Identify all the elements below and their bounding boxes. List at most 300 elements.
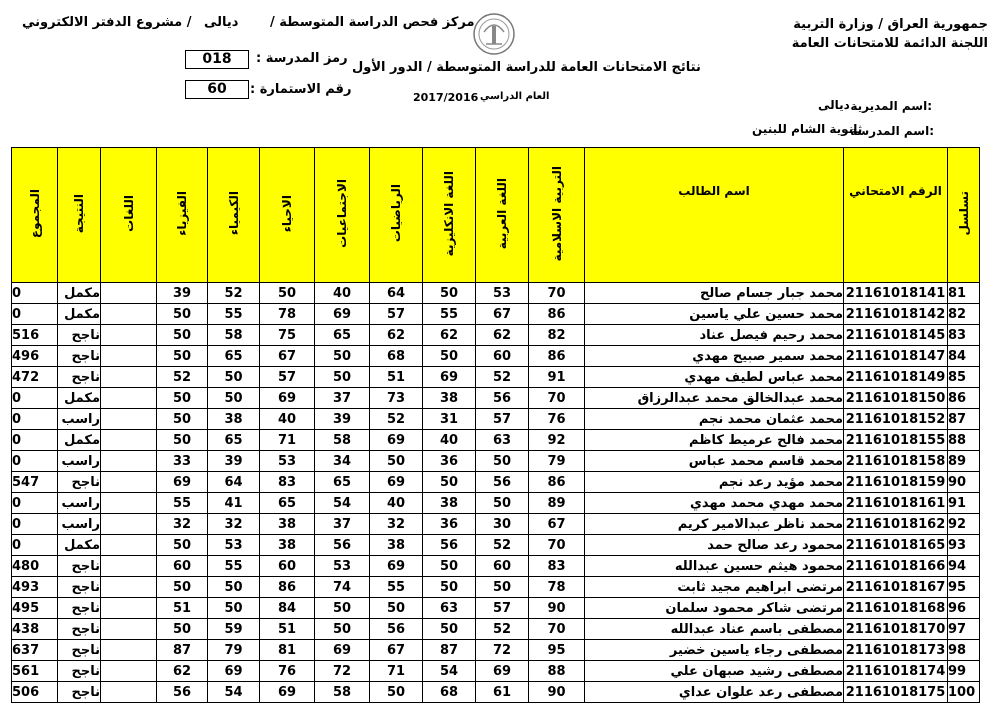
- cell-islamic: 90: [529, 682, 585, 703]
- cell-arabic: 62: [476, 325, 529, 346]
- cell-english: 50: [423, 346, 476, 367]
- cell-result: ناجح: [58, 619, 101, 640]
- cell-arabic: 57: [476, 409, 529, 430]
- cell-languages: [101, 367, 157, 388]
- cell-social: 53: [315, 556, 370, 577]
- table-row: [12, 283, 980, 304]
- cell-languages: [101, 556, 157, 577]
- cell-sequence: 95: [948, 577, 980, 598]
- cell-math: 32: [370, 514, 423, 535]
- col-header-english: اللغة الانكليزية: [423, 148, 476, 283]
- cell-total: 493: [12, 577, 58, 598]
- cell-languages: [101, 304, 157, 325]
- cell-languages: [101, 661, 157, 682]
- cell-physics: 69: [157, 472, 208, 493]
- cell-physics: 50: [157, 325, 208, 346]
- cell-biology: 67: [260, 346, 315, 367]
- cell-sequence: 97: [948, 619, 980, 640]
- cell-physics: 50: [157, 577, 208, 598]
- cell-result: ناجح: [58, 682, 101, 703]
- cell-islamic: 70: [529, 283, 585, 304]
- cell-social: 56: [315, 535, 370, 556]
- cell-result: مكمل: [58, 283, 101, 304]
- results-table: [11, 147, 980, 703]
- cell-english: 50: [423, 619, 476, 640]
- cell-physics: 33: [157, 451, 208, 472]
- cell-total: 547: [12, 472, 58, 493]
- cell-math: 51: [370, 367, 423, 388]
- table-row: [12, 304, 980, 325]
- cell-exam-number: 21161018141: [844, 283, 948, 304]
- cell-biology: 75: [260, 325, 315, 346]
- cell-english: 50: [423, 472, 476, 493]
- cell-result: راسب: [58, 451, 101, 472]
- cell-languages: [101, 640, 157, 661]
- table-row: [12, 577, 980, 598]
- cell-total: 0: [12, 388, 58, 409]
- cell-sequence: 93: [948, 535, 980, 556]
- cell-arabic: 30: [476, 514, 529, 535]
- cell-result: ناجح: [58, 346, 101, 367]
- cell-student-name: محمد مهدي محمد مهدي: [585, 493, 844, 514]
- cell-result: مكمل: [58, 388, 101, 409]
- cell-arabic: 56: [476, 388, 529, 409]
- cell-biology: 57: [260, 367, 315, 388]
- cell-math: 50: [370, 451, 423, 472]
- cell-result: ناجح: [58, 577, 101, 598]
- cell-result: ناجح: [58, 325, 101, 346]
- cell-result: مكمل: [58, 535, 101, 556]
- cell-chemistry: 79: [208, 640, 260, 661]
- cell-physics: 87: [157, 640, 208, 661]
- cell-math: 69: [370, 430, 423, 451]
- cell-chemistry: 50: [208, 577, 260, 598]
- cell-result: ناجح: [58, 661, 101, 682]
- cell-physics: 51: [157, 598, 208, 619]
- form-number-box: 60: [185, 80, 249, 99]
- cell-total: 506: [12, 682, 58, 703]
- cell-physics: 52: [157, 367, 208, 388]
- cell-result: ناجح: [58, 598, 101, 619]
- cell-languages: [101, 598, 157, 619]
- cell-arabic: 67: [476, 304, 529, 325]
- cell-arabic: 50: [476, 451, 529, 472]
- cell-total: 561: [12, 661, 58, 682]
- cell-chemistry: 54: [208, 682, 260, 703]
- cell-arabic: 60: [476, 346, 529, 367]
- cell-chemistry: 41: [208, 493, 260, 514]
- cell-biology: 78: [260, 304, 315, 325]
- cell-social: 65: [315, 472, 370, 493]
- cell-social: 50: [315, 367, 370, 388]
- cell-biology: 38: [260, 535, 315, 556]
- cell-math: 50: [370, 682, 423, 703]
- cell-arabic: 63: [476, 430, 529, 451]
- cell-exam-number: 21161018168: [844, 598, 948, 619]
- cell-physics: 50: [157, 430, 208, 451]
- cell-student-name: مصطفى رشيد صبهان علي: [585, 661, 844, 682]
- cell-biology: 76: [260, 661, 315, 682]
- col-header-biology: الاحياء: [260, 148, 315, 283]
- cell-math: 38: [370, 535, 423, 556]
- cell-social: 37: [315, 388, 370, 409]
- cell-total: 438: [12, 619, 58, 640]
- cell-sequence: 89: [948, 451, 980, 472]
- cell-student-name: محمد عباس لطيف مهدي: [585, 367, 844, 388]
- cell-physics: 62: [157, 661, 208, 682]
- cell-result: ناجح: [58, 640, 101, 661]
- cell-social: 40: [315, 283, 370, 304]
- cell-sequence: 90: [948, 472, 980, 493]
- cell-physics: 56: [157, 682, 208, 703]
- cell-chemistry: 59: [208, 619, 260, 640]
- ministry-seal-icon: [472, 12, 516, 56]
- cell-student-name: محمد فالح عرميط كاظم: [585, 430, 844, 451]
- cell-english: 54: [423, 661, 476, 682]
- school-label: اسم المدرسة:: [850, 124, 934, 138]
- cell-islamic: 76: [529, 409, 585, 430]
- cell-social: 50: [315, 619, 370, 640]
- cell-sequence: 84: [948, 346, 980, 367]
- cell-english: 50: [423, 577, 476, 598]
- table-row: [12, 430, 980, 451]
- cell-social: 39: [315, 409, 370, 430]
- cell-student-name: محمد قاسم محمد عباس: [585, 451, 844, 472]
- cell-chemistry: 69: [208, 661, 260, 682]
- directorate-label: اسم المديرية:: [850, 99, 932, 113]
- table-row: [12, 346, 980, 367]
- cell-chemistry: 50: [208, 367, 260, 388]
- cell-arabic: 50: [476, 577, 529, 598]
- cell-exam-number: 21161018147: [844, 346, 948, 367]
- cell-result: ناجح: [58, 367, 101, 388]
- cell-biology: 69: [260, 388, 315, 409]
- cell-islamic: 70: [529, 619, 585, 640]
- cell-result: راسب: [58, 409, 101, 430]
- cell-sequence: 99: [948, 661, 980, 682]
- school-code-box: 018: [185, 50, 249, 69]
- cell-islamic: 92: [529, 430, 585, 451]
- cell-english: 36: [423, 451, 476, 472]
- school-year: 2017/2016: [413, 91, 479, 104]
- cell-english: 87: [423, 640, 476, 661]
- cell-total: 516: [12, 325, 58, 346]
- cell-student-name: محمد رحيم فيصل عناد: [585, 325, 844, 346]
- cell-social: 54: [315, 493, 370, 514]
- cell-biology: 81: [260, 640, 315, 661]
- cell-student-name: محمود رعد صالح حمد: [585, 535, 844, 556]
- cell-biology: 69: [260, 682, 315, 703]
- col-header-arabic: اللغة العربية: [476, 148, 529, 283]
- table-row: [12, 535, 980, 556]
- cell-exam-number: 21161018161: [844, 493, 948, 514]
- col-header-islamic: التربية الاسلامية: [529, 148, 585, 283]
- cell-chemistry: 38: [208, 409, 260, 430]
- cell-languages: [101, 451, 157, 472]
- cell-languages: [101, 493, 157, 514]
- cell-total: 0: [12, 535, 58, 556]
- cell-islamic: 70: [529, 388, 585, 409]
- cell-chemistry: 50: [208, 598, 260, 619]
- cell-islamic: 82: [529, 325, 585, 346]
- cell-physics: 39: [157, 283, 208, 304]
- cell-math: 69: [370, 556, 423, 577]
- cell-sequence: 96: [948, 598, 980, 619]
- cell-arabic: 60: [476, 556, 529, 577]
- cell-math: 64: [370, 283, 423, 304]
- cell-exam-number: 21161018142: [844, 304, 948, 325]
- cell-math: 69: [370, 472, 423, 493]
- cell-physics: 32: [157, 514, 208, 535]
- cell-result: مكمل: [58, 430, 101, 451]
- cell-total: 637: [12, 640, 58, 661]
- cell-arabic: 52: [476, 619, 529, 640]
- ministry-line1: جمهورية العراق / وزارة التربية: [793, 17, 988, 32]
- cell-english: 69: [423, 367, 476, 388]
- cell-chemistry: 53: [208, 535, 260, 556]
- cell-student-name: مرتضى ابراهيم مجيد ثابت: [585, 577, 844, 598]
- cell-languages: [101, 430, 157, 451]
- cell-islamic: 86: [529, 346, 585, 367]
- cell-student-name: محمد جبار جسام صالح: [585, 283, 844, 304]
- cell-arabic: 57: [476, 598, 529, 619]
- cell-math: 50: [370, 598, 423, 619]
- table-row: [12, 325, 980, 346]
- ministry-line2: اللجنة الدائمة للامتحانات العامة: [791, 36, 988, 51]
- cell-biology: 84: [260, 598, 315, 619]
- cell-social: 74: [315, 577, 370, 598]
- cell-arabic: 69: [476, 661, 529, 682]
- cell-chemistry: 50: [208, 388, 260, 409]
- school-year-label: العام الدراسي: [480, 91, 550, 102]
- cell-chemistry: 55: [208, 556, 260, 577]
- cell-result: راسب: [58, 493, 101, 514]
- cell-exam-number: 21161018145: [844, 325, 948, 346]
- table-row: [12, 598, 980, 619]
- cell-math: 62: [370, 325, 423, 346]
- cell-student-name: محمد عثمان محمد نجم: [585, 409, 844, 430]
- cell-arabic: 72: [476, 640, 529, 661]
- cell-languages: [101, 283, 157, 304]
- col-header-physics: الفيزياء: [157, 148, 208, 283]
- cell-english: 36: [423, 514, 476, 535]
- cell-total: 0: [12, 283, 58, 304]
- cell-chemistry: 39: [208, 451, 260, 472]
- cell-islamic: 89: [529, 493, 585, 514]
- cell-exam-number: 21161018173: [844, 640, 948, 661]
- cell-sequence: 98: [948, 640, 980, 661]
- cell-social: 50: [315, 598, 370, 619]
- cell-exam-number: 21161018165: [844, 535, 948, 556]
- cell-languages: [101, 409, 157, 430]
- cell-total: 0: [12, 409, 58, 430]
- cell-exam-number: 21161018174: [844, 661, 948, 682]
- cell-sequence: 91: [948, 493, 980, 514]
- cell-languages: [101, 682, 157, 703]
- cell-exam-number: 21161018159: [844, 472, 948, 493]
- cell-islamic: 88: [529, 661, 585, 682]
- cell-biology: 38: [260, 514, 315, 535]
- cell-total: 496: [12, 346, 58, 367]
- cell-physics: 50: [157, 619, 208, 640]
- cell-result: ناجح: [58, 556, 101, 577]
- cell-exam-number: 21161018158: [844, 451, 948, 472]
- cell-student-name: محمد عبدالخالق محمد عبدالرزاق: [585, 388, 844, 409]
- cell-languages: [101, 325, 157, 346]
- col-header-name: اسم الطالب: [585, 148, 844, 283]
- cell-total: 0: [12, 304, 58, 325]
- cell-english: 63: [423, 598, 476, 619]
- cell-biology: 71: [260, 430, 315, 451]
- cell-exam-number: 21161018175: [844, 682, 948, 703]
- cell-biology: 50: [260, 283, 315, 304]
- cell-islamic: 86: [529, 472, 585, 493]
- table-row: [12, 556, 980, 577]
- cell-social: 37: [315, 514, 370, 535]
- cell-exam-number: 21161018162: [844, 514, 948, 535]
- cell-student-name: مصطفى رعد علوان عداي: [585, 682, 844, 703]
- col-header-social: الاجتماعيات: [315, 148, 370, 283]
- cell-student-name: مصطفى باسم عناد عبدالله: [585, 619, 844, 640]
- cell-social: 58: [315, 682, 370, 703]
- col-header-chemistry: الكيمياء: [208, 148, 260, 283]
- cell-chemistry: 32: [208, 514, 260, 535]
- cell-exam-number: 21161018150: [844, 388, 948, 409]
- cell-exam-number: 21161018167: [844, 577, 948, 598]
- cell-chemistry: 65: [208, 430, 260, 451]
- cell-social: 58: [315, 430, 370, 451]
- cell-islamic: 90: [529, 598, 585, 619]
- cell-physics: 60: [157, 556, 208, 577]
- table-header-row: [12, 148, 980, 283]
- table-row: [12, 640, 980, 661]
- cell-languages: [101, 619, 157, 640]
- cell-biology: 65: [260, 493, 315, 514]
- cell-sequence: 87: [948, 409, 980, 430]
- cell-exam-number: 21161018166: [844, 556, 948, 577]
- cell-languages: [101, 514, 157, 535]
- cell-student-name: محمود هيثم حسين عبدالله: [585, 556, 844, 577]
- cell-exam-number: 21161018155: [844, 430, 948, 451]
- cell-chemistry: 52: [208, 283, 260, 304]
- school-value: ثانوية الشام للبنين: [752, 122, 863, 136]
- project-name: / مشروع الدفتر الالكتروني: [22, 15, 192, 30]
- col-header-result: النتيجة: [58, 148, 101, 283]
- cell-islamic: 83: [529, 556, 585, 577]
- cell-english: 62: [423, 325, 476, 346]
- table-row: [12, 682, 980, 703]
- cell-exam-number: 21161018149: [844, 367, 948, 388]
- cell-sequence: 92: [948, 514, 980, 535]
- cell-english: 55: [423, 304, 476, 325]
- cell-sequence: 85: [948, 367, 980, 388]
- table-row: [12, 472, 980, 493]
- cell-result: راسب: [58, 514, 101, 535]
- cell-physics: 50: [157, 304, 208, 325]
- cell-physics: 55: [157, 493, 208, 514]
- cell-total: 0: [12, 514, 58, 535]
- cell-social: 69: [315, 640, 370, 661]
- cell-student-name: مرتضى شاكر محمود سلمان: [585, 598, 844, 619]
- cell-biology: 53: [260, 451, 315, 472]
- cell-sequence: 94: [948, 556, 980, 577]
- cell-sequence: 82: [948, 304, 980, 325]
- cell-biology: 40: [260, 409, 315, 430]
- cell-sequence: 83: [948, 325, 980, 346]
- cell-result: ناجح: [58, 472, 101, 493]
- cell-exam-number: 21161018170: [844, 619, 948, 640]
- cell-student-name: محمد حسين علي ياسين: [585, 304, 844, 325]
- table-row: [12, 409, 980, 430]
- table-row: [12, 367, 980, 388]
- cell-math: 56: [370, 619, 423, 640]
- cell-total: 0: [12, 451, 58, 472]
- cell-math: 73: [370, 388, 423, 409]
- cell-english: 40: [423, 430, 476, 451]
- cell-total: 0: [12, 493, 58, 514]
- cell-biology: 83: [260, 472, 315, 493]
- col-header-math: الرياضيات: [370, 148, 423, 283]
- cell-islamic: 79: [529, 451, 585, 472]
- cell-student-name: مصطفى رجاء ياسين خضير: [585, 640, 844, 661]
- cell-math: 40: [370, 493, 423, 514]
- cell-chemistry: 64: [208, 472, 260, 493]
- cell-english: 31: [423, 409, 476, 430]
- table-row: [12, 493, 980, 514]
- cell-biology: 51: [260, 619, 315, 640]
- cell-sequence: 88: [948, 430, 980, 451]
- col-header-total: المجموع: [12, 148, 58, 283]
- cell-english: 38: [423, 493, 476, 514]
- cell-islamic: 70: [529, 535, 585, 556]
- cell-social: 50: [315, 346, 370, 367]
- col-header-exam-no: الرقم الامتحاني: [844, 148, 948, 283]
- cell-languages: [101, 577, 157, 598]
- cell-arabic: 50: [476, 493, 529, 514]
- col-header-seq: تسلسل: [948, 148, 980, 283]
- table-row: [12, 451, 980, 472]
- cell-math: 55: [370, 577, 423, 598]
- cell-social: 69: [315, 304, 370, 325]
- cell-sequence: 100: [948, 682, 980, 703]
- cell-arabic: 52: [476, 367, 529, 388]
- cell-islamic: 91: [529, 367, 585, 388]
- cell-arabic: 53: [476, 283, 529, 304]
- cell-exam-number: 21161018152: [844, 409, 948, 430]
- table-row: [12, 388, 980, 409]
- cell-islamic: 86: [529, 304, 585, 325]
- cell-student-name: محمد مؤيد رعد نجم: [585, 472, 844, 493]
- cell-chemistry: 55: [208, 304, 260, 325]
- cell-languages: [101, 388, 157, 409]
- cell-islamic: 67: [529, 514, 585, 535]
- cell-total: 495: [12, 598, 58, 619]
- cell-math: 68: [370, 346, 423, 367]
- cell-biology: 86: [260, 577, 315, 598]
- cell-result: مكمل: [58, 304, 101, 325]
- cell-math: 52: [370, 409, 423, 430]
- center-name: مركز فحص الدراسة المتوسطة /: [270, 15, 475, 30]
- cell-arabic: 61: [476, 682, 529, 703]
- cell-english: 56: [423, 535, 476, 556]
- cell-islamic: 95: [529, 640, 585, 661]
- table-row: [12, 619, 980, 640]
- cell-math: 57: [370, 304, 423, 325]
- cell-languages: [101, 346, 157, 367]
- cell-languages: [101, 472, 157, 493]
- cell-social: 34: [315, 451, 370, 472]
- cell-total: 480: [12, 556, 58, 577]
